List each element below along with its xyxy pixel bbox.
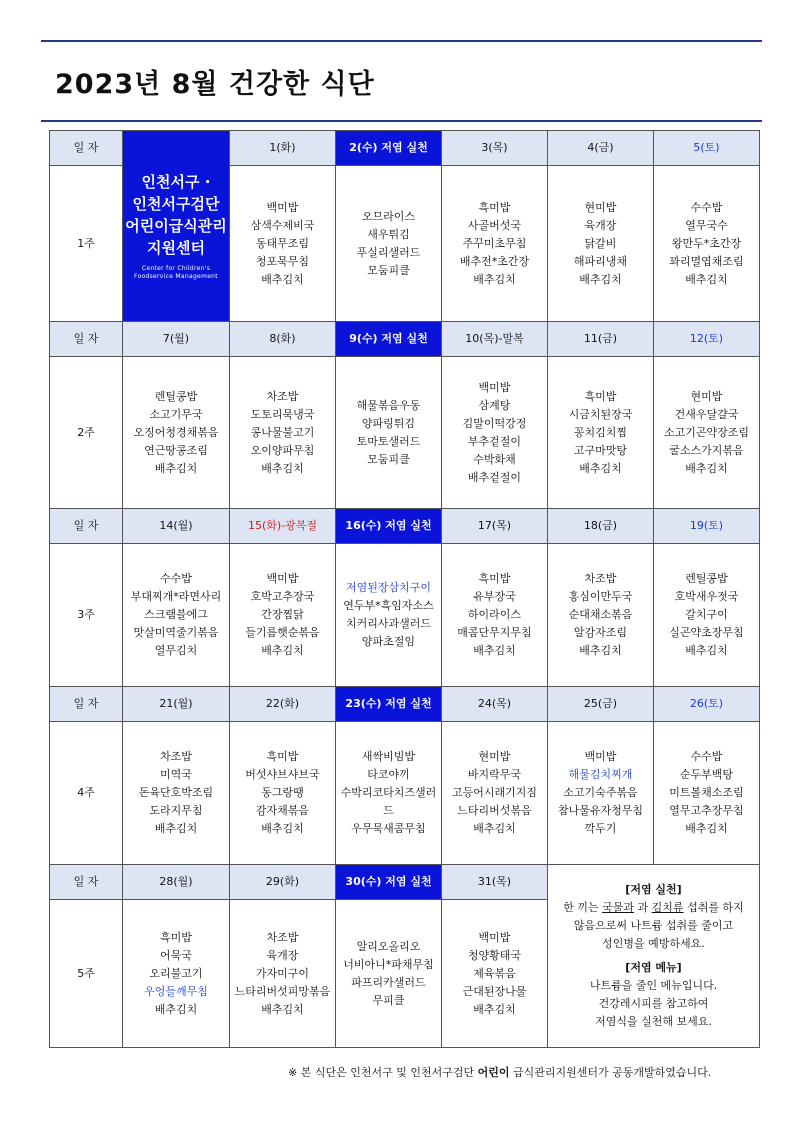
- menu-item: 백미밥: [478, 380, 511, 394]
- center-sub-line: Foodservice Management: [134, 273, 218, 280]
- date-cell: 18(금): [548, 509, 654, 544]
- menu-item: 흑미밥: [584, 389, 617, 403]
- menu-item: 바지락무국: [467, 768, 522, 781]
- note-title: [저염 실천]: [625, 883, 682, 896]
- row-header-label: 일 자: [50, 509, 123, 544]
- menu-item: 수수밥: [690, 750, 723, 763]
- menu-item: 배추김치: [579, 272, 622, 286]
- menu-cell: [123, 357, 230, 509]
- note-text: 섭취를 하지: [687, 901, 744, 914]
- note-line: [548, 899, 759, 917]
- menu-item: 꽁치김치찜: [573, 425, 628, 439]
- menu-item: 감자채볶음: [255, 804, 310, 817]
- menu-item: 해파리냉채: [573, 254, 628, 268]
- menu-item: 차조밥: [266, 930, 299, 944]
- menu-item: 차조밥: [266, 389, 299, 403]
- menu-cell: [123, 544, 230, 687]
- menu-item: 우무묵새콤무침: [351, 822, 426, 835]
- menu-item: 양파초절임: [361, 635, 416, 648]
- date-cell-lowsalt: 30(수) 저염 실천: [336, 865, 442, 900]
- footer-bold: 어린이: [477, 1066, 510, 1079]
- date-cell: 25(금): [548, 687, 654, 722]
- menu-item: 삼색수제비국: [250, 218, 315, 232]
- menu-item: 참나물유자청무침: [557, 804, 643, 817]
- week-label: 2주: [50, 357, 123, 509]
- menu-item: 가자미구이: [255, 966, 310, 980]
- menu-item: 배추김치: [154, 1002, 198, 1016]
- note-line: 않음으로써 나트륨 섭취를 줄이고: [573, 919, 734, 932]
- menu-item: 배추김치: [579, 644, 622, 657]
- menu-item: 백미밥: [266, 572, 299, 585]
- center-name-line: 인천서구검단: [132, 195, 220, 213]
- menu-item: 돈육단호박조림: [138, 786, 214, 799]
- menu-cell: [442, 900, 548, 1048]
- row-header-label: 일 자: [50, 322, 123, 357]
- menu-item: 주꾸미초무침: [462, 236, 527, 250]
- menu-item: 현미밥: [478, 750, 511, 763]
- menu-cell: [442, 357, 548, 509]
- menu-item: 부추겉절이: [467, 434, 522, 448]
- row-header-label: 일 자: [50, 687, 123, 722]
- footer-text: 급식관리지원센터가 공동개발하였습니다.: [512, 1066, 712, 1079]
- menu-item: 흑미밥: [478, 572, 511, 585]
- menu-item: 토마토샐러드: [356, 434, 421, 448]
- menu-cell: [548, 544, 654, 687]
- menu-item: 배추김치: [261, 461, 304, 475]
- menu-item: 호박새우젓국: [674, 590, 739, 603]
- menu-item: 양파링튀김: [361, 416, 416, 430]
- menu-cell: [230, 722, 336, 865]
- menu-item: 배추김치: [154, 822, 198, 835]
- note-line: 성인병을 예방하세요.: [602, 937, 705, 950]
- page-title: 2023년 8월 건강한 식단: [55, 69, 375, 100]
- week-label: 5주: [50, 900, 123, 1048]
- menu-item: 배추김치: [261, 822, 304, 835]
- menu-item: 흑미밥: [478, 200, 511, 214]
- menu-item: 새우튀김: [367, 227, 410, 241]
- menu-item: 백미밥: [478, 930, 511, 944]
- menu-cell: [442, 166, 548, 322]
- menu-item-lowsalt: 저염된장삼치구이: [345, 581, 431, 594]
- menu-item: 수수밥: [690, 200, 723, 214]
- menu-item: 해물볶음우동: [356, 398, 421, 412]
- menu-item: 갈치구이: [685, 608, 728, 621]
- menu-item: 매콤단무지무침: [457, 626, 532, 639]
- menu-item: 근대된장나물: [462, 984, 527, 998]
- menu-item: 사골버섯국: [467, 218, 522, 232]
- menu-item: 차조밥: [584, 572, 617, 585]
- note-text: 한 끼는: [563, 901, 599, 914]
- menu-item-lowsalt: 해물김치찌개: [568, 768, 633, 781]
- menu-item: 유부장국: [473, 590, 516, 603]
- date-cell-saturday: 26(토): [654, 687, 760, 722]
- menu-item: 너비아니*파채무침: [343, 957, 434, 971]
- menu-cell: [230, 544, 336, 687]
- menu-item: 어묵국: [160, 948, 192, 962]
- date-cell: 3(목): [442, 131, 548, 166]
- week-label: 3주: [50, 544, 123, 687]
- menu-cell: [654, 722, 760, 865]
- menu-item: 순대채소볶음: [568, 608, 633, 621]
- menu-item: 차조밥: [160, 750, 192, 763]
- menu-item: 연근땅콩조림: [144, 443, 208, 457]
- menu-cell: [548, 357, 654, 509]
- menu-item: 시금치된장국: [568, 407, 633, 421]
- menu-item: 버섯샤브샤브국: [245, 768, 320, 781]
- menu-item: 오리불고기: [149, 966, 203, 980]
- menu-item: 열무고추장무침: [669, 804, 744, 817]
- menu-item: 배추김치: [685, 272, 728, 286]
- menu-cell: [123, 900, 230, 1048]
- menu-item: 백미밥: [584, 750, 617, 763]
- row-header-label: 일 자: [50, 865, 123, 900]
- menu-item: 고등어시래기지짐: [451, 786, 537, 799]
- menu-item: 열무국수: [685, 218, 728, 232]
- menu-item: 느타리버섯피망볶음: [234, 984, 331, 998]
- top-rule: [41, 40, 762, 42]
- footer-note: [288, 1064, 711, 1080]
- menu-item: 열무김치: [154, 644, 198, 657]
- menu-cell: [442, 722, 548, 865]
- menu-item: 흑미밥: [160, 930, 192, 944]
- menu-item: 왕만두*초간장: [671, 236, 742, 250]
- menu-item: 고구마맛탕: [573, 443, 628, 457]
- date-cell-saturday: 12(토): [654, 322, 760, 357]
- title-rule: [41, 120, 762, 122]
- menu-cell: [230, 900, 336, 1048]
- menu-item: 치커리사과샐러드: [345, 617, 431, 630]
- date-cell: 21(월): [123, 687, 230, 722]
- menu-item: 도토리묵냉국: [250, 407, 315, 421]
- menu-item: 수수밥: [160, 572, 192, 585]
- menu-item: 수박화채: [473, 452, 516, 466]
- row-header-label: 일 자: [50, 131, 123, 166]
- menu-item: 육개장: [266, 948, 299, 962]
- center-name-line: 인천서구 ·: [141, 173, 211, 191]
- menu-cell: [654, 166, 760, 322]
- menu-cell: [654, 357, 760, 509]
- menu-cell: [336, 722, 442, 865]
- date-cell: 28(월): [123, 865, 230, 900]
- note-line: 저염식을 실천해 보세요.: [595, 1015, 712, 1028]
- menu-item: 배추김치: [473, 644, 516, 657]
- menu-item: 배추김치: [261, 272, 304, 286]
- note-line: 건강레시피를 참고하여: [598, 997, 709, 1010]
- menu-item: 렌틸콩밥: [154, 389, 198, 403]
- menu-item: 소고기숙주볶음: [563, 786, 638, 799]
- date-cell-holiday: 15(화)-광복절: [230, 509, 336, 544]
- menu-item: 들기름햇순볶음: [245, 626, 320, 639]
- menu-item: 맛살미역줄기볶음: [133, 626, 219, 639]
- date-cell-lowsalt: 23(수) 저염 실천: [336, 687, 442, 722]
- menu-item: 알리오올리오: [356, 939, 421, 953]
- note-line: 나트륨을 줄인 메뉴입니다.: [589, 979, 718, 992]
- date-cell: 8(화): [230, 322, 336, 357]
- menu-item: 청양황태국: [467, 948, 522, 962]
- menu-cell: [336, 166, 442, 322]
- menu-item: 푸실리샐러드: [356, 245, 421, 259]
- menu-item: 오므라이스: [361, 209, 416, 223]
- menu-item: 꽈리멸엽채조림: [669, 254, 744, 268]
- menu-item: 동그랑땡: [261, 786, 304, 799]
- menu-item: 미트볼채소조림: [669, 786, 744, 799]
- date-cell: 31(목): [442, 865, 548, 900]
- week-label: 4주: [50, 722, 123, 865]
- note-text: 과: [637, 901, 652, 914]
- menu-cell: [442, 544, 548, 687]
- menu-item: 현미밥: [584, 200, 617, 214]
- menu-item: 소고기무국: [149, 407, 203, 421]
- menu-item: 렌틸콩밥: [685, 572, 728, 585]
- menu-cell: [336, 357, 442, 509]
- menu-item: 순두부백탕: [679, 768, 734, 781]
- menu-item: 배추김치: [261, 644, 304, 657]
- menu-item: 알감자조림: [573, 626, 628, 639]
- menu-item: 배추김치: [154, 461, 198, 475]
- menu-cell: [654, 544, 760, 687]
- menu-item: 타코야끼: [367, 768, 410, 781]
- date-cell: 17(목): [442, 509, 548, 544]
- note-underlined: 김치류: [651, 901, 684, 914]
- menu-item: 간장찜닭: [261, 608, 304, 621]
- date-cell-lowsalt: 16(수) 저염 실천: [336, 509, 442, 544]
- date-cell: 7(월): [123, 322, 230, 357]
- menu-item: 연두부*흑임자소스: [343, 599, 434, 612]
- date-cell: 22(화): [230, 687, 336, 722]
- menu-item: 호박고추장국: [250, 590, 315, 603]
- menu-item: 배추김치: [473, 1002, 516, 1016]
- menu-item: 무피클: [372, 993, 405, 1007]
- menu-item: 김말이떡강정: [462, 416, 527, 430]
- menu-item: 배추김치: [685, 822, 728, 835]
- menu-item: 하이라이스: [467, 608, 522, 621]
- menu-item: 삼계탕: [478, 398, 511, 412]
- menu-item-lowsalt: 우엉들깨무침: [144, 984, 208, 998]
- center-name-line: 지원센터: [147, 239, 205, 257]
- menu-item: 소고기곤약장조림: [663, 425, 749, 439]
- menu-item: 부대찌개*라면사리: [130, 590, 222, 603]
- week-label: 1주: [50, 166, 123, 322]
- menu-item: 배추김치: [473, 822, 516, 835]
- menu-cell: [123, 722, 230, 865]
- menu-item: 배추김치: [685, 644, 728, 657]
- menu-item: 배추김치: [473, 272, 516, 286]
- menu-item: 굴소스가지볶음: [669, 443, 744, 457]
- menu-item: 모둠피클: [367, 452, 410, 466]
- menu-item: 모둠피클: [367, 263, 410, 277]
- menu-item: 배추겉절이: [467, 470, 522, 484]
- menu-item: 오이양파무침: [250, 443, 315, 457]
- date-cell: 11(금): [548, 322, 654, 357]
- menu-cell: [548, 722, 654, 865]
- menu-item: 배추김치: [261, 1002, 304, 1016]
- note-title: [저염 메뉴]: [625, 961, 682, 974]
- menu-item: 새싹비빔밥: [361, 750, 416, 763]
- menu-item: 흑미밥: [266, 750, 299, 763]
- center-sub-line: Center for Children's: [141, 265, 211, 272]
- date-cell: 10(목)-말복: [442, 322, 548, 357]
- center-logo-cell: [123, 131, 230, 322]
- menu-item: 느타리버섯볶음: [457, 804, 532, 817]
- menu-item: 미역국: [160, 768, 192, 781]
- date-cell: 4(금): [548, 131, 654, 166]
- date-cell-saturday: 19(토): [654, 509, 760, 544]
- date-cell-lowsalt: 2(수) 저염 실천: [336, 131, 442, 166]
- date-cell: 1(화): [230, 131, 336, 166]
- menu-item: 닭갈비: [584, 236, 617, 250]
- footer-text: ※ 본 식단은 인천서구 및 인천서구검단: [288, 1066, 475, 1079]
- menu-item: 파프리카샐러드: [351, 975, 426, 989]
- menu-item: 실곤약초장무침: [669, 626, 744, 639]
- menu-item: 제육볶음: [473, 966, 516, 980]
- menu-item: 배추김치: [579, 461, 622, 475]
- menu-cell: [548, 166, 654, 322]
- menu-item: 백미밥: [266, 200, 299, 214]
- menu-item: 홍심이만두국: [568, 590, 633, 603]
- date-cell: 14(월): [123, 509, 230, 544]
- note-underlined: 국물과: [602, 901, 635, 914]
- date-cell-lowsalt: 9(수) 저염 실천: [336, 322, 442, 357]
- menu-item: 오징어청경채볶음: [133, 425, 219, 439]
- menu-item: 도라지무침: [149, 804, 203, 817]
- menu-item: 수박리코타치즈샐러드: [340, 786, 437, 817]
- menu-cell: [230, 357, 336, 509]
- low-salt-note: [548, 865, 760, 1048]
- menu-item: 육개장: [584, 218, 617, 232]
- menu-table: [49, 130, 760, 1048]
- menu-item: 청포묵무침: [255, 254, 310, 268]
- menu-cell: [336, 900, 442, 1048]
- menu-item: 배추김치: [685, 461, 728, 475]
- menu-item: 깍두기: [584, 822, 617, 835]
- menu-cell: [336, 544, 442, 687]
- menu-item: 건새우달걀국: [674, 407, 739, 421]
- menu-item: 콩나물불고기: [250, 425, 315, 439]
- menu-item: 스크램블에그: [144, 608, 208, 621]
- menu-item: 현미밥: [690, 389, 723, 403]
- date-cell: 24(목): [442, 687, 548, 722]
- menu-item: 배추전*초간장: [459, 254, 530, 268]
- date-cell-saturday: 5(토): [654, 131, 760, 166]
- date-cell: 29(화): [230, 865, 336, 900]
- menu-cell: [230, 166, 336, 322]
- menu-item: 동태무조림: [255, 236, 310, 250]
- center-name-line: 어린이급식관리: [125, 217, 227, 235]
